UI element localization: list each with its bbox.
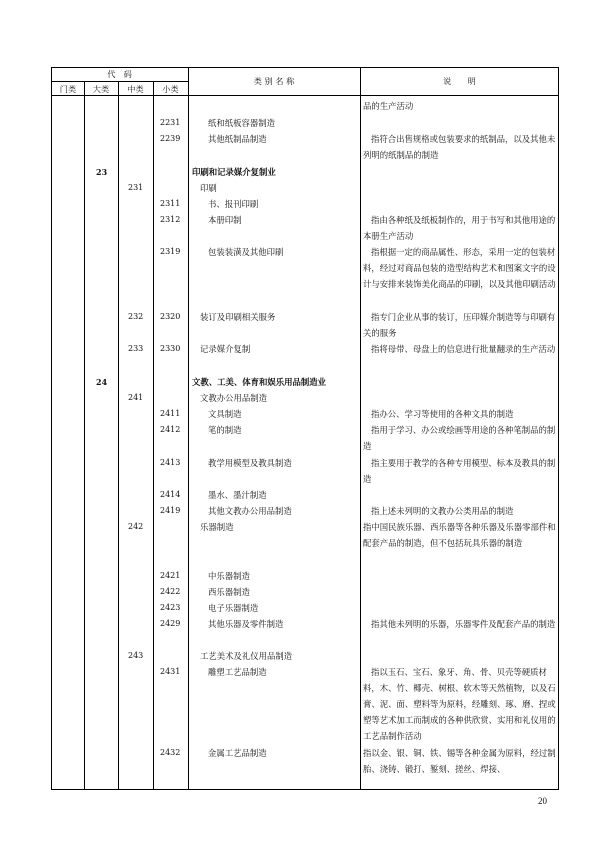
category-name: 电子乐器制造 (208, 603, 259, 613)
dalei-header: 大类 (92, 84, 110, 94)
code-header: 代 码 (107, 69, 132, 79)
code-xiaolei: 2419 (160, 506, 181, 515)
desc-header: 说 明 (443, 76, 476, 86)
zhonglei-header: 中类 (127, 84, 144, 94)
desc-text: 指用于学习、办公或绘画等用途的各种笔制品的制造 (363, 425, 556, 452)
desc-text: 指中国民族乐器、西乐器等各种乐器及乐器零部件和配套产品的制造，但不包括玩具乐器的制造 (363, 522, 556, 549)
desc-text: 指办公、学习等使用的各种文具的制造 (371, 409, 514, 419)
header-bottom-border (51, 95, 559, 96)
code-dalei: 23 (96, 167, 108, 177)
xiaolei-header: 小类 (162, 84, 179, 94)
code-xiaolei: 2413 (160, 458, 181, 467)
category-name: 中乐器制造 (208, 571, 250, 581)
desc-text: 指上述未列明的文教办公类用品的制造 (371, 506, 514, 516)
code-xiaolei: 2319 (160, 247, 181, 256)
col-divider-2 (118, 81, 119, 789)
code-zhonglei: 241 (128, 393, 144, 402)
category-name: 印刷 (200, 183, 217, 193)
desc-text: 品的生产活动 (363, 101, 414, 111)
category-name: 笔的制造 (208, 425, 242, 435)
table-bottom-border (51, 789, 559, 790)
col-divider-3 (153, 81, 154, 789)
code-xiaolei: 2429 (160, 619, 181, 628)
category-name-dalei: 印刷和记录媒介复制业 (192, 167, 276, 177)
category-name: 教学用模型及教具制造 (208, 458, 292, 468)
category-name: 其他乐器及零件制造 (208, 619, 284, 629)
category-name: 包装装潢及其他印刷 (208, 247, 284, 257)
desc-text: 指其他未列明的乐器，乐器零件及配套产品的制造 (371, 619, 556, 629)
code-zhonglei: 231 (128, 183, 144, 192)
category-name: 本册印制 (208, 215, 242, 225)
category-name: 装订及印刷相关服务 (200, 312, 276, 322)
category-name: 金属工艺品制造 (208, 748, 267, 758)
category-name: 纸和纸板容器制造 (208, 118, 275, 128)
code-xiaolei: 2421 (160, 571, 181, 580)
category-name: 书、报刊印刷 (208, 199, 259, 209)
col-divider-1 (84, 81, 85, 789)
code-zhonglei: 232 (128, 312, 144, 321)
desc-text: 指符合出售规格或包装要求的纸制品，以及其他未列明的纸制品的制造 (363, 134, 556, 161)
code-xiaolei: 2423 (160, 603, 181, 612)
desc-text: 指专门企业从事的装订，压印媒介制造等与印刷有关的服务 (363, 312, 556, 339)
category-name: 西乐器制造 (208, 587, 250, 597)
category-name: 雕塑工艺品制造 (208, 667, 267, 677)
code-xiaolei: 2311 (160, 199, 181, 208)
category-name: 其他纸制品制造 (208, 134, 267, 144)
category-name: 其他文教办公用品制造 (208, 506, 292, 516)
desc-text: 指由各种纸及纸板制作的，用于书写和其他用途的本册生产活动 (363, 215, 556, 242)
category-name: 文教办公用品制造 (200, 393, 267, 403)
desc-text: 指以玉石、宝石、象牙、角、骨、贝壳等硬质材料，木、竹、椰壳、树根、软木等天然植物，以及石膏、泥、面、塑料等为原料，经雕刻、琢、磨、捏或塑等艺术加工而制成的各种供欣赏、实用和礼仪用的工艺品制作活动 (363, 667, 556, 742)
table-left-border (51, 67, 52, 790)
desc-text: 指主要用于教学的各种专用模型、标本及教具的制造 (363, 458, 556, 485)
menlei-header: 门类 (59, 84, 77, 94)
desc-text: 指以金、银、铜、铁、锡等各种金属为原料，经过制胎、浇铸、锻打、錾刻、搓丝、焊接、 (363, 748, 556, 775)
table-right-border (558, 67, 559, 790)
code-xiaolei: 2411 (160, 409, 181, 418)
code-header-divider (51, 81, 188, 82)
desc-text: 指根据一定的商品属性、形态，采用一定的包装材料，经过对商品包装的造型结构艺术和图案文字的设计与安排来装饰美化商品的印刷，以及其他印刷活动 (363, 247, 556, 290)
code-xiaolei: 2312 (160, 215, 181, 224)
col-divider-4 (188, 67, 189, 789)
code-zhonglei: 242 (128, 522, 144, 531)
code-xiaolei: 2432 (160, 748, 181, 757)
code-dalei: 24 (96, 377, 108, 387)
name-header: 类 别 名 称 (253, 76, 295, 86)
code-xiaolei: 2239 (160, 134, 181, 143)
category-name: 工艺美术及礼仪用品制造 (200, 651, 293, 661)
code-zhonglei: 233 (128, 344, 144, 353)
desc-text: 指将母带、母盘上的信息进行批量翻录的生产活动 (371, 344, 556, 354)
code-xiaolei: 2412 (160, 425, 181, 434)
category-name: 文具制造 (208, 409, 242, 419)
code-xiaolei: 2431 (160, 667, 181, 676)
code-xiaolei: 2422 (160, 587, 181, 596)
category-name: 墨水、墨汁制造 (208, 490, 267, 500)
code-xiaolei: 2414 (160, 490, 181, 499)
code-xiaolei: 2330 (160, 344, 181, 353)
code-xiaolei: 2320 (160, 312, 181, 321)
page-number: 20 (538, 796, 547, 806)
table-top-border (51, 67, 559, 68)
category-name-dalei: 文教、工美、体育和娱乐用品制造业 (192, 377, 326, 387)
category-name: 乐器制造 (200, 522, 234, 532)
code-zhonglei: 243 (128, 651, 144, 660)
col-divider-5 (360, 67, 361, 789)
code-xiaolei: 2231 (160, 118, 181, 127)
category-name: 记录媒介复制 (200, 344, 251, 354)
